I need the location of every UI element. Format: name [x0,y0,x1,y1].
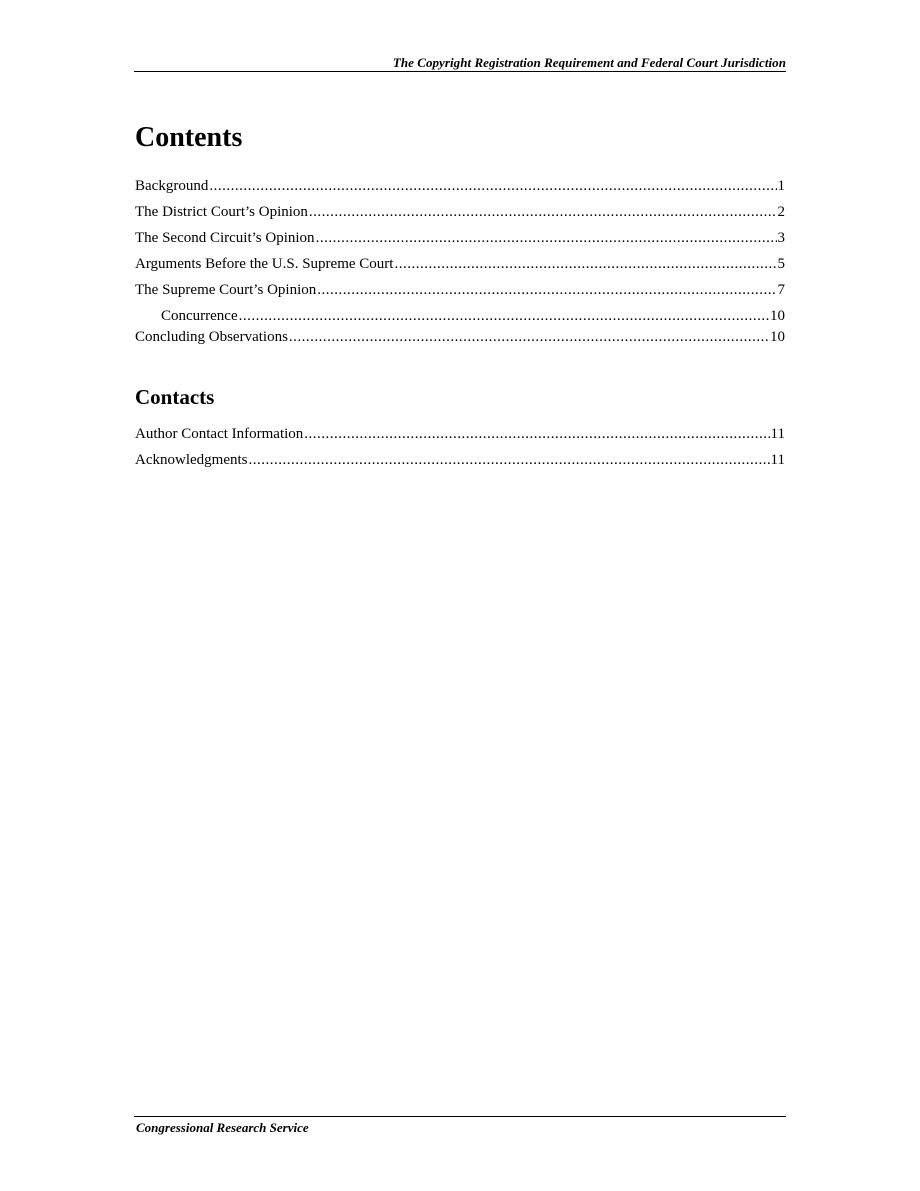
toc-entry-supreme-court-opinion[interactable] [135,280,785,306]
dot-leader [289,327,769,347]
dot-leader [304,424,769,444]
toc-entry-background[interactable] [135,176,785,202]
footer-rule [134,1116,786,1117]
contacts-list [135,424,785,476]
dot-leader [209,176,776,196]
contents-heading: Contents [135,122,243,153]
toc-entry-page: 7 [777,282,785,298]
toc-entry-title: Acknowledgments [135,452,248,468]
toc-entry-title: The Second Circuit’s Opinion [135,230,315,246]
toc-entry-page: 3 [777,230,785,246]
toc-entry-author-contact-information[interactable] [135,424,785,450]
dot-leader [248,450,769,470]
toc-entry-page: 10 [770,308,785,324]
header-rule [134,71,786,72]
toc-entry-page: 5 [777,256,785,272]
toc-entry-page: 1 [777,178,785,194]
toc-entry-concurrence[interactable] [135,306,785,328]
dot-leader [317,280,776,300]
toc-entry-acknowledgments[interactable] [135,450,785,476]
dot-leader [309,202,777,222]
toc-entry-page: 10 [770,329,785,345]
running-footer: Congressional Research Service [136,1120,309,1135]
toc-entry-title: Concurrence [161,308,238,324]
toc-entry-title: Author Contact Information [135,426,304,442]
dot-leader [316,228,777,248]
toc-entry-title: Background [135,178,209,194]
toc-entry-arguments-before-supreme-court[interactable] [135,254,785,280]
toc-entry-district-court-opinion[interactable] [135,202,785,228]
dot-leader [394,254,776,274]
toc-entry-concluding-observations[interactable] [135,327,785,353]
toc-entry-page: 11 [770,452,785,468]
toc-entry-title: The District Court’s Opinion [135,204,308,220]
table-of-contents [135,176,785,353]
toc-entry-page: 11 [770,426,785,442]
running-header: The Copyright Registration Requirement and Federal Court Jurisdiction [392,55,786,70]
toc-entry-page: 2 [777,204,785,220]
contacts-heading: Contacts [135,385,215,409]
toc-entry-title: Concluding Observations [135,329,288,345]
dot-leader [239,306,769,326]
toc-entry-title: The Supreme Court’s Opinion [135,282,317,298]
toc-entry-title: Arguments Before the U.S. Supreme Court [135,256,394,272]
toc-entry-second-circuit-opinion[interactable] [135,228,785,254]
